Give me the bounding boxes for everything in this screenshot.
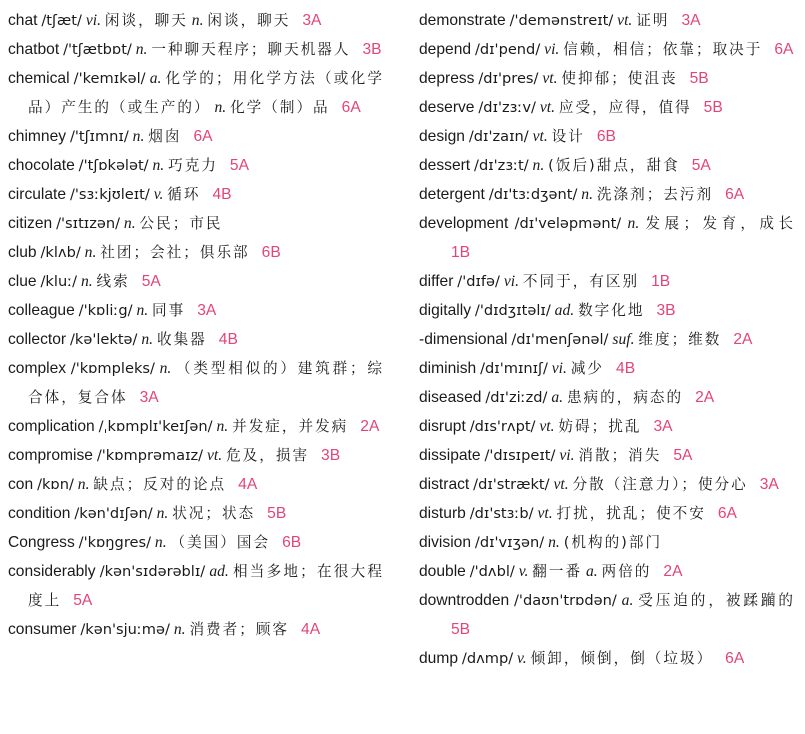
headword: division [419,534,472,551]
glossary-entry [8,180,384,209]
pronunciation: /'daʊn'trɒdən/ [514,592,617,609]
definition: 证明 [636,12,670,29]
definition: 相当多地；在很大程度上 [28,563,385,609]
pronunciation: /dɪ'mɪnɪʃ/ [480,360,548,377]
part-of-speech: vt. [539,99,555,116]
part-of-speech: n. [84,244,97,261]
pronunciation: /'dɪfə/ [457,273,500,290]
part-of-speech: vt. [539,418,555,435]
part-of-speech: ad. [209,563,229,580]
glossary-entry [8,238,384,267]
part-of-speech: suf. [612,331,635,348]
definition: 并发症，并发病 [232,418,349,435]
glossary-entry [419,528,795,557]
unit-label: 5A [229,157,249,174]
pronunciation: /'kemɪkəl/ [73,70,146,87]
pronunciation: /dɪ'pend/ [474,41,541,58]
part-of-speech: n. [135,41,148,58]
glossary-entry [419,180,795,209]
unit-label: 6A [341,99,361,116]
pronunciation: /kluː/ [40,273,78,290]
glossary-entry [8,122,384,151]
part-of-speech: a. [551,389,564,406]
pronunciation: /dɪ'zaɪn/ [468,128,529,145]
glossary-entry [8,267,384,296]
glossary-entry [8,209,384,238]
unit-label: 5A [141,273,161,290]
unit-label: 6A [774,41,794,58]
glossary-entry [419,6,795,35]
definition: 缺点；反对的论点 [93,476,227,493]
headword: collector [8,331,67,348]
unit-label: 3A [653,418,673,435]
pronunciation: /dɪ'ziːzd/ [485,389,548,406]
definition: 发展；发育，成长 [645,215,795,232]
unit-label: 2A [663,563,683,580]
headword: chemical [8,70,70,87]
glossary-entry [8,35,384,64]
pronunciation: /'tʃætbɒt/ [63,41,132,58]
headword: differ [419,273,454,290]
part-of-speech: vt. [542,70,558,87]
part-of-speech: vi. [559,447,575,464]
pronunciation: /kɒn/ [37,476,74,493]
part-of-speech: n. [80,273,93,290]
part-of-speech: n. [156,505,169,522]
part-of-speech: n. [77,476,90,493]
glossary-entry [8,354,384,412]
definition: 化学的；用化学方法（或化学品）产生的（或生产的） [28,70,385,116]
unit-label: 6B [282,534,302,551]
part-of-speech: v. [518,563,529,580]
part-of-speech: n. [136,302,149,319]
definition: 烟囱 [148,128,182,145]
unit-label: 4B [212,186,232,203]
unit-label: 6A [725,650,745,667]
glossary-entry [419,64,795,93]
part-of-speech: n. [173,621,186,638]
glossary-entry [419,122,795,151]
pronunciation: /klʌb/ [40,244,81,261]
headword: development [419,215,509,232]
unit-label: 3A [681,12,701,29]
headword: detergent [419,186,485,203]
headword: consumer [8,621,77,638]
pronunciation: /tʃæt/ [41,12,82,29]
unit-label: 3A [302,12,322,29]
definition: 打扰，扰乱；使不安 [556,505,706,522]
definition: 分散（注意力）；使分心 [572,476,748,493]
part-of-speech: n. [159,360,172,377]
glossary-entry [419,296,795,325]
headword: chimney [8,128,67,145]
part-of-speech: n. [152,157,165,174]
part-of-speech: n. [132,128,145,145]
definition: 危及，损害 [226,447,310,464]
glossary-entry [419,35,795,64]
part-of-speech: n. [581,186,593,203]
glossary-entry [8,325,384,354]
pronunciation: /'kɒliːg/ [78,302,133,319]
part-of-speech: n. [141,331,154,348]
headword: circulate [8,186,67,203]
headword: diminish [419,360,477,377]
headword: demonstrate [419,12,506,29]
unit-label: 3B [362,41,382,58]
headword: colleague [8,302,75,319]
glossary-entry [419,267,795,296]
part-of-speech: vi. [85,12,101,29]
headword: dessert [419,157,471,174]
part-of-speech: n. [123,215,136,232]
definition: 社团；会社；俱乐部 [100,244,250,261]
definition: 患病的，病态的 [566,389,684,406]
pronunciation: /dʌmp/ [461,650,514,667]
headword: chatbot [8,41,60,58]
pronunciation: /'kɒmpleks/ [70,360,155,377]
glossary-entry [419,557,795,586]
headword: dump [419,650,459,667]
definition: 化学（制）品 [230,99,330,116]
part-of-speech: n. [627,215,640,232]
definition: 应受，应得，值得 [558,99,692,116]
unit-label: 4A [301,621,321,638]
part-of-speech: a. [586,563,598,580]
unit-label: 3B [656,302,676,319]
part-of-speech: ad. [554,302,575,319]
headword: complex [8,360,67,377]
glossary-entry [419,412,795,441]
definition: 一种聊天程序；聊天机器人 [151,41,351,58]
definition: 使抑郁；使沮丧 [561,70,678,87]
unit-label: 5A [691,157,711,174]
definition: 受压迫的，被蹂躏的 [638,592,796,609]
pronunciation: /kə'lektə/ [69,331,138,348]
glossary-entry [419,151,795,180]
glossary-entry [419,325,795,354]
headword: -dimensional [419,331,508,348]
unit-label: 5A [673,447,693,464]
definition: 倾卸，倾倒，倒（垃圾） [530,650,714,667]
glossary-entry [8,470,384,499]
definition: 减少 [570,360,605,377]
pronunciation: /'dʌbl/ [469,563,515,580]
headword: depend [419,41,472,58]
unit-label: 5A [73,592,93,609]
unit-label: 1B [651,273,671,290]
pronunciation: /dɪ'pres/ [478,70,539,87]
unit-label: 6A [725,186,745,203]
pronunciation: /dɪ'zɜːt/ [474,157,529,174]
unit-label: 5B [267,505,287,522]
definition: 公民；市民 [139,215,223,232]
part-of-speech: vi. [551,360,567,377]
part-of-speech: v. [517,650,527,667]
definition: 维度；维数 [638,331,722,348]
headword: design [419,128,465,145]
unit-label: 6A [193,128,213,145]
pronunciation: /dɪs'rʌpt/ [469,418,536,435]
definition: 同事 [152,302,186,319]
unit-label: 4A [238,476,258,493]
part-of-speech: a. [621,592,634,609]
unit-label: 2A [695,389,715,406]
part-of-speech: vi. [503,273,520,290]
glossary-entry [8,64,384,122]
part-of-speech: a. [149,70,162,87]
definition: 洗涤剂；去污剂 [596,186,714,203]
pronunciation: /dɪ'stɜːb/ [469,505,534,522]
headword: club [8,244,37,261]
definition: 消散；消失 [578,447,662,464]
glossary-entry [419,644,795,673]
part-of-speech: vt. [537,505,553,522]
part-of-speech: n. [216,418,229,435]
pronunciation: /'kɒŋgres/ [78,534,151,551]
unit-label: 6B [261,244,281,261]
pronunciation: /'sɜːkjʊleɪt/ [69,186,150,203]
pronunciation: /'sɪtɪzən/ [56,215,121,232]
headword: diseased [419,389,482,406]
headword: disturb [419,505,466,522]
part-of-speech: vt. [617,12,633,29]
unit-label: 5B [703,99,723,116]
pronunciation: /dɪ'veləpmənt/ [514,215,622,232]
unit-label: 3A [759,476,779,493]
pronunciation: /dɪ'zɜːv/ [478,99,536,116]
glossary-entry [8,296,384,325]
headword: Congress [8,534,75,551]
definition: (饭后)甜点，甜食 [548,157,680,174]
part-of-speech: vt. [553,476,569,493]
definition: 循环 [167,186,201,203]
glossary-entry [419,499,795,528]
glossary-entry [8,557,384,615]
headword: condition [8,505,71,522]
definition: （类型相似的）建筑群；综合体，复合体 [28,360,384,406]
glossary-column-left [8,6,384,644]
glossary-entry [419,586,795,644]
pronunciation: /ˌkɒmplɪ'keɪʃən/ [98,418,213,435]
pronunciation: /dɪ'vɪʒən/ [474,534,545,551]
glossary-entry [8,6,384,35]
headword: disrupt [419,418,466,435]
glossary-entry [8,151,384,180]
headword: downtrodden [419,592,510,609]
headword: chat [8,12,38,29]
pronunciation: /kən'sjuːmə/ [80,621,170,638]
definition: 消费者；顾客 [189,621,290,638]
glossary-entry [419,209,795,267]
headword: digitally [419,302,472,319]
glossary-entry [8,499,384,528]
glossary-entry [419,354,795,383]
glossary-column-right [419,6,795,673]
headword: considerably [8,563,96,580]
unit-label: 6A [717,505,737,522]
definition: 收集器 [156,331,207,348]
headword: deserve [419,99,475,116]
glossary-entry [8,441,384,470]
part-of-speech: v. [153,186,164,203]
pronunciation: /kən'dɪʃən/ [74,505,153,522]
definition: 巧克力 [168,157,218,174]
part-of-speech: vi. [544,41,560,58]
glossary-entry [419,470,795,499]
part-of-speech: vt. [207,447,223,464]
definition: 信赖，相信；依靠；取决于 [563,41,763,58]
definition: 状况；状态 [172,505,256,522]
definition: (机构的)部门 [563,534,663,551]
definition: 设计 [551,128,585,145]
headword: distract [419,476,470,493]
unit-label: 6B [596,128,616,145]
pronunciation: /'dɪdʒɪtəlɪ/ [474,302,551,319]
headword: complication [8,418,95,435]
part-of-speech: n. [154,534,167,551]
unit-label: 2A [360,418,380,435]
unit-label: 5B [689,70,709,87]
glossary-entry [419,93,795,122]
pronunciation: /dɪ'strækt/ [473,476,550,493]
pronunciation: /'dɪsɪpeɪt/ [484,447,556,464]
headword: depress [419,70,475,87]
unit-label: 5B [451,621,471,638]
part-of-speech: n. [214,99,227,116]
glossary-entry [8,528,384,557]
unit-label: 4B [218,331,238,348]
part-of-speech: n. [532,157,545,174]
pronunciation: /'kɒmprəmaɪz/ [96,447,204,464]
headword: clue [8,273,37,290]
glossary-entry [8,412,384,441]
headword: citizen [8,215,53,232]
part-of-speech: n. [191,12,204,29]
definition: 不同于，有区别 [522,273,640,290]
headword: con [8,476,34,493]
headword: chocolate [8,157,75,174]
unit-label: 3A [139,389,159,406]
definition: 数字化地 [578,302,645,319]
definition: 翻一番 [532,563,583,580]
pronunciation: /dɪ'menʃənəl/ [511,331,609,348]
glossary-entry [419,441,795,470]
definition: （美国）国会 [170,534,271,551]
definition: 线索 [96,273,130,290]
pronunciation: /kən'sɪdərəblɪ/ [99,563,206,580]
pronunciation: /'tʃɒkələt/ [78,157,149,174]
pronunciation: /'tʃɪmnɪ/ [69,128,129,145]
unit-label: 1B [451,244,471,261]
pronunciation: /'demənstreɪt/ [509,12,614,29]
part-of-speech: n. [548,534,560,551]
definition: 妨碍；扰乱 [558,418,642,435]
headword: compromise [8,447,93,464]
unit-label: 2A [733,331,753,348]
unit-label: 3A [197,302,217,319]
unit-label: 4B [616,360,636,377]
part-of-speech: vt. [532,128,548,145]
glossary-entry [8,615,384,644]
definition: 闲谈，聊天 [104,12,188,29]
definition: 闲谈，聊天 [207,12,291,29]
headword: double [419,563,466,580]
definition: 两倍的 [601,563,652,580]
pronunciation: /dɪ'tɜːdʒənt/ [488,186,578,203]
headword: dissipate [419,447,481,464]
unit-label: 3B [321,447,341,464]
glossary-entry [419,383,795,412]
